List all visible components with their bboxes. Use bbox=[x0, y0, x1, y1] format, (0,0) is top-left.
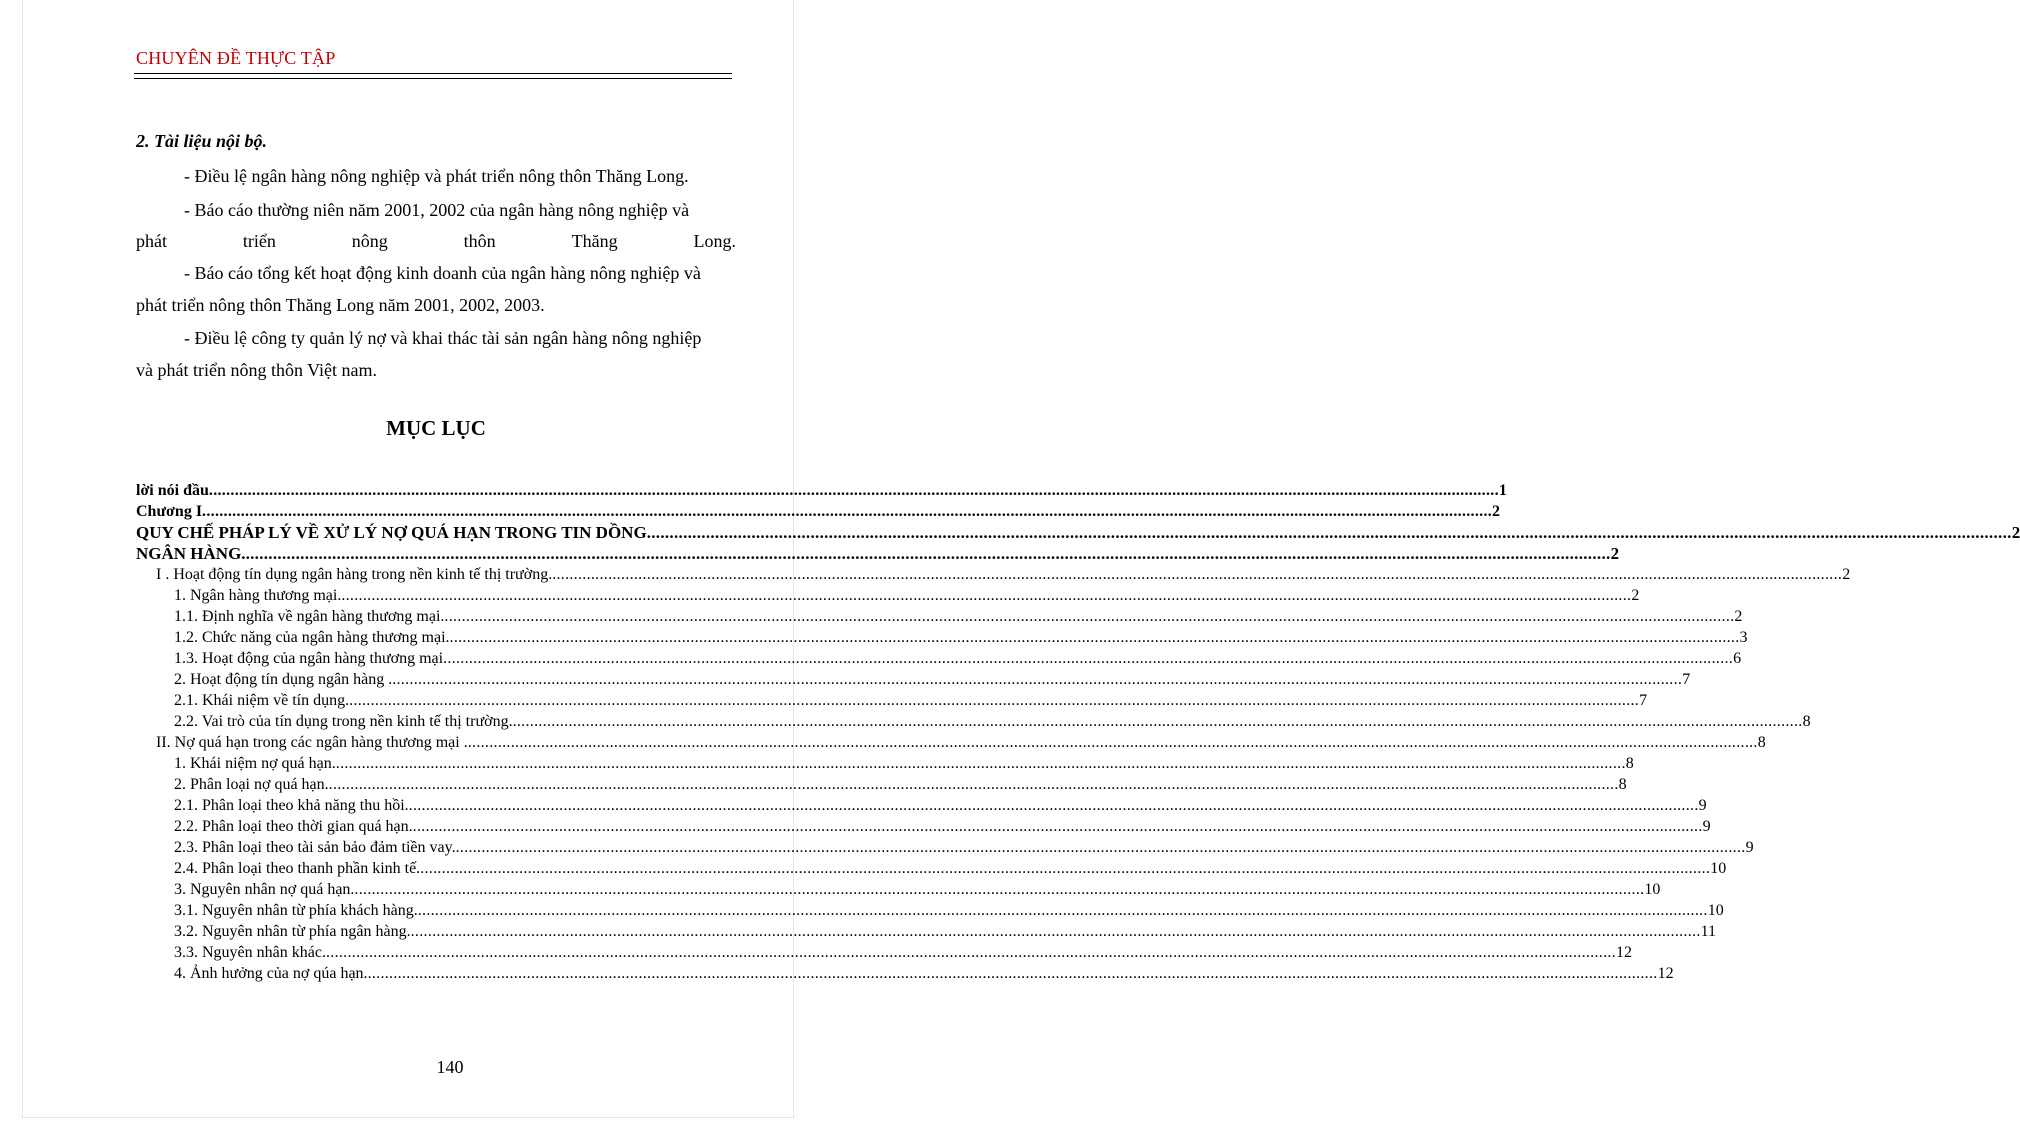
toc-entry-page: 2 bbox=[1492, 503, 1501, 520]
toc-leader-dots: ............................................................................................................................................................................................................................................................................................................ bbox=[420, 860, 1711, 877]
reference-item-text: - Điều lệ ngân hàng nông nghiệp và phát triển nông thôn Thăng Long. bbox=[184, 166, 689, 186]
reference-item bbox=[136, 257, 736, 289]
toc-entry-title: 2.4. Phân loại theo thanh phần kinh tế. bbox=[174, 860, 421, 877]
toc-title: MỤC LỤC bbox=[386, 416, 486, 440]
toc-entry-page: 2 bbox=[1734, 608, 1743, 625]
toc-entry bbox=[136, 627, 1748, 648]
toc-entry bbox=[136, 711, 1811, 732]
toc-entry-page: 1 bbox=[1498, 482, 1507, 499]
toc-leader-dots: ............................................................................................................................................................................................................................................................................................................ bbox=[341, 587, 1632, 604]
toc-entry bbox=[136, 669, 1691, 690]
reference-item-continuation bbox=[136, 289, 736, 321]
toc-entry-title: 2. Hoạt động tín dụng ngân hàng . bbox=[174, 671, 393, 688]
toc-entry-title: 3.1. Nguyên nhân từ phía khách hàng. bbox=[174, 902, 418, 919]
toc-leader-dots: ............................................................................................................................................................................................................................................................................................................ bbox=[552, 566, 1843, 583]
toc-entry bbox=[136, 543, 1620, 564]
table-of-contents bbox=[136, 480, 2020, 984]
toc-entry-title: lời nói đầu bbox=[136, 482, 209, 499]
toc-entry-title: 3. Nguyên nhân nợ quá hạn. bbox=[174, 881, 355, 898]
toc-entry bbox=[136, 501, 1501, 522]
toc-entry-title: 2.1. Phân loại theo khả năng thu hồi. bbox=[174, 797, 409, 814]
toc-entry bbox=[136, 900, 1724, 921]
reference-item-continuation bbox=[136, 225, 736, 257]
toc-leader-dots: ............................................................................................................................................................................................................................................................................................................ bbox=[325, 944, 1616, 961]
toc-leader-dots: ............................................................................................................................................................................................................................................................................................................ bbox=[455, 839, 1746, 856]
toc-entry-title: 1.2. Chức năng của ngân hàng thương mại. bbox=[174, 629, 450, 646]
toc-entry bbox=[136, 858, 1727, 879]
word: triển bbox=[242, 231, 276, 251]
toc-entry bbox=[136, 921, 1717, 942]
reference-item bbox=[136, 194, 736, 226]
toc-entry-page: 3 bbox=[1739, 629, 1748, 646]
section-heading: 2. Tài liệu nội bộ. bbox=[136, 131, 268, 151]
toc-leader-dots: ............................................................................................................................................................................................................................................................................................................ bbox=[202, 503, 1493, 520]
toc-entry bbox=[136, 648, 1742, 669]
toc-entry bbox=[136, 816, 1711, 837]
toc-entry-page: 8 bbox=[1757, 734, 1766, 751]
toc-entry-page: 6 bbox=[1733, 650, 1742, 667]
toc-entry-page: 10 bbox=[1707, 902, 1724, 919]
toc-entry-page: 7 bbox=[1682, 671, 1691, 688]
toc-entry-title: 1. Ngân hàng thương mại. bbox=[174, 587, 342, 604]
toc-entry-title: 2. Phân loại nợ quá hạn. bbox=[174, 776, 329, 793]
toc-entry bbox=[136, 963, 1674, 984]
toc-entry-title: NGÂN HÀNG. bbox=[136, 544, 246, 563]
toc-leader-dots: ............................................................................................................................................................................................................................................................................................................ bbox=[367, 965, 1658, 982]
toc-leader-dots: ............................................................................................................................................................................................................................................................................................................ bbox=[449, 629, 1740, 646]
toc-entry bbox=[136, 585, 1640, 606]
toc-entry-page: 12 bbox=[1615, 944, 1632, 961]
toc-leader-dots: ............................................................................................................................................................................................................................................................................................................ bbox=[412, 818, 1703, 835]
word: nông bbox=[351, 231, 388, 251]
word: phát bbox=[136, 231, 167, 251]
toc-leader-dots: ............................................................................................................................................................................................................................................................................................................ bbox=[417, 902, 1708, 919]
toc-entry bbox=[136, 879, 1661, 900]
page-number: 140 bbox=[436, 1057, 464, 1077]
toc-entry-page: 2 bbox=[1631, 587, 1640, 604]
toc-entry bbox=[136, 774, 1627, 795]
toc-entry bbox=[136, 480, 1507, 501]
toc-entry-page: 9 bbox=[1745, 839, 1754, 856]
toc-entry-title: 1. Khái niệm nợ quá hạn. bbox=[174, 755, 336, 772]
toc-leader-dots: ............................................................................................................................................................................................................................................................................................................ bbox=[335, 755, 1626, 772]
toc-entry-page: 12 bbox=[1657, 965, 1674, 982]
toc-entry-title: II. Nợ quá hạn trong các ngân hàng thương mại . bbox=[156, 734, 468, 751]
toc-leader-dots: ............................................................................................................................................................................................................................................................................................................ bbox=[328, 776, 1619, 793]
word: Thăng bbox=[571, 231, 618, 251]
toc-entry-page: 11 bbox=[1700, 923, 1717, 940]
toc-leader-dots: ............................................................................................................................................................................................................................................................................................................ bbox=[646, 523, 2012, 542]
toc-entry-page: 9 bbox=[1702, 818, 1711, 835]
running-header: CHUYÊN ĐỀ THỰC TẬP bbox=[136, 48, 336, 68]
toc-leader-dots: ............................................................................................................................................................................................................................................................................................................ bbox=[467, 734, 1758, 751]
toc-leader-dots: ............................................................................................................................................................................................................................................................................................................ bbox=[444, 608, 1735, 625]
toc-entry-title: 3.3. Nguyên nhân khác. bbox=[174, 944, 326, 961]
toc-entry-title: I . Hoạt động tín dụng ngân hàng trong nền kinh tế thị trường. bbox=[156, 566, 553, 583]
toc-entry-page: 9 bbox=[1698, 797, 1707, 814]
toc-entry-title: 4. Ảnh hưởng của nợ qúa hạn. bbox=[174, 965, 368, 982]
header-rule bbox=[134, 73, 732, 74]
toc-leader-dots: ............................................................................................................................................................................................................................................................................................................ bbox=[443, 650, 1734, 667]
toc-entry bbox=[136, 837, 1754, 858]
reference-item-continuation bbox=[136, 354, 736, 386]
toc-entry bbox=[136, 522, 2020, 543]
reference-item-text: và phát triển nông thôn Việt nam. bbox=[136, 360, 378, 380]
toc-entry-title: 3.2. Nguyên nhân từ phía ngân hàng. bbox=[174, 923, 411, 940]
toc-entry-title: 2.1. Khái niệm về tín dụng. bbox=[174, 692, 350, 709]
toc-leader-dots: ............................................................................................................................................................................................................................................................................................................ bbox=[208, 482, 1499, 499]
toc-entry bbox=[136, 795, 1707, 816]
toc-entry bbox=[136, 564, 1851, 585]
toc-leader-dots: ............................................................................................................................................................................................................................................................................................................ bbox=[512, 713, 1803, 730]
toc-leader-dots: ............................................................................................................................................................................................................................................................................................................ bbox=[349, 692, 1640, 709]
reference-item-text: phát triển nông thôn Thăng Long năm 2001, 2002, 2003. bbox=[136, 295, 545, 315]
reference-item-text: - Báo cáo thường niên năm 2001, 2002 của ngân hàng nông nghiệp và bbox=[184, 200, 690, 220]
toc-entry bbox=[136, 753, 1634, 774]
toc-entry-title: 1.1. Định nghĩa về ngân hàng thương mại. bbox=[174, 608, 445, 625]
toc-entry-page: 2 bbox=[1610, 544, 1620, 563]
toc-entry-title: 1.3. Hoạt động của ngân hàng thương mại bbox=[174, 650, 444, 667]
toc-entry-page: 10 bbox=[1710, 860, 1727, 877]
toc-leader-dots: ............................................................................................................................................................................................................................................................................................................ bbox=[245, 544, 1611, 563]
toc-entry-page: 8 bbox=[1625, 755, 1634, 772]
header-rule bbox=[134, 78, 732, 79]
toc-entry-page: 8 bbox=[1802, 713, 1811, 730]
reference-item-text: - Điều lệ công ty quản lý nợ và khai thác tài sản ngân hàng nông nghiệp bbox=[184, 328, 702, 348]
toc-entry bbox=[136, 606, 1743, 627]
toc-entry-page: 10 bbox=[1644, 881, 1661, 898]
toc-entry-title: 2.2. Vai trò của tín dụng trong nền kinh tế thị trường. bbox=[174, 713, 513, 730]
toc-entry-page: 2 bbox=[2011, 523, 2020, 542]
toc-entry-page: 8 bbox=[1618, 776, 1627, 793]
toc-entry-title: 2.3. Phân loại theo tài sản bảo đảm tiền vay. bbox=[174, 839, 456, 856]
toc-entry-title: 2.2. Phân loại theo thời gian quá hạn. bbox=[174, 818, 413, 835]
toc-entry-page: 7 bbox=[1639, 692, 1648, 709]
toc-entry bbox=[136, 690, 1648, 711]
toc-entry-title: QUY CHẾ PHÁP LÝ VỀ XỬ LÝ NỢ QUÁ HẠN TRONG TIN DỒNG bbox=[136, 523, 647, 542]
toc-leader-dots: ............................................................................................................................................................................................................................................................................................................ bbox=[410, 923, 1701, 940]
toc-leader-dots: ............................................................................................................................................................................................................................................................................................................ bbox=[408, 797, 1699, 814]
toc-entry-page: 2 bbox=[1842, 566, 1851, 583]
reference-item bbox=[136, 160, 736, 192]
toc-leader-dots: ............................................................................................................................................................................................................................................................................................................ bbox=[392, 671, 1683, 688]
toc-entry bbox=[136, 942, 1632, 963]
toc-entry-title: Chương I bbox=[136, 503, 203, 520]
reference-item bbox=[136, 322, 736, 354]
word: thôn bbox=[463, 231, 496, 251]
word: Long. bbox=[693, 231, 736, 251]
reference-item-text: - Báo cáo tổng kết hoạt động kinh doanh của ngân hàng nông nghiệp và bbox=[184, 263, 701, 283]
toc-entry bbox=[136, 732, 1766, 753]
toc-leader-dots: ............................................................................................................................................................................................................................................................................................................ bbox=[354, 881, 1645, 898]
